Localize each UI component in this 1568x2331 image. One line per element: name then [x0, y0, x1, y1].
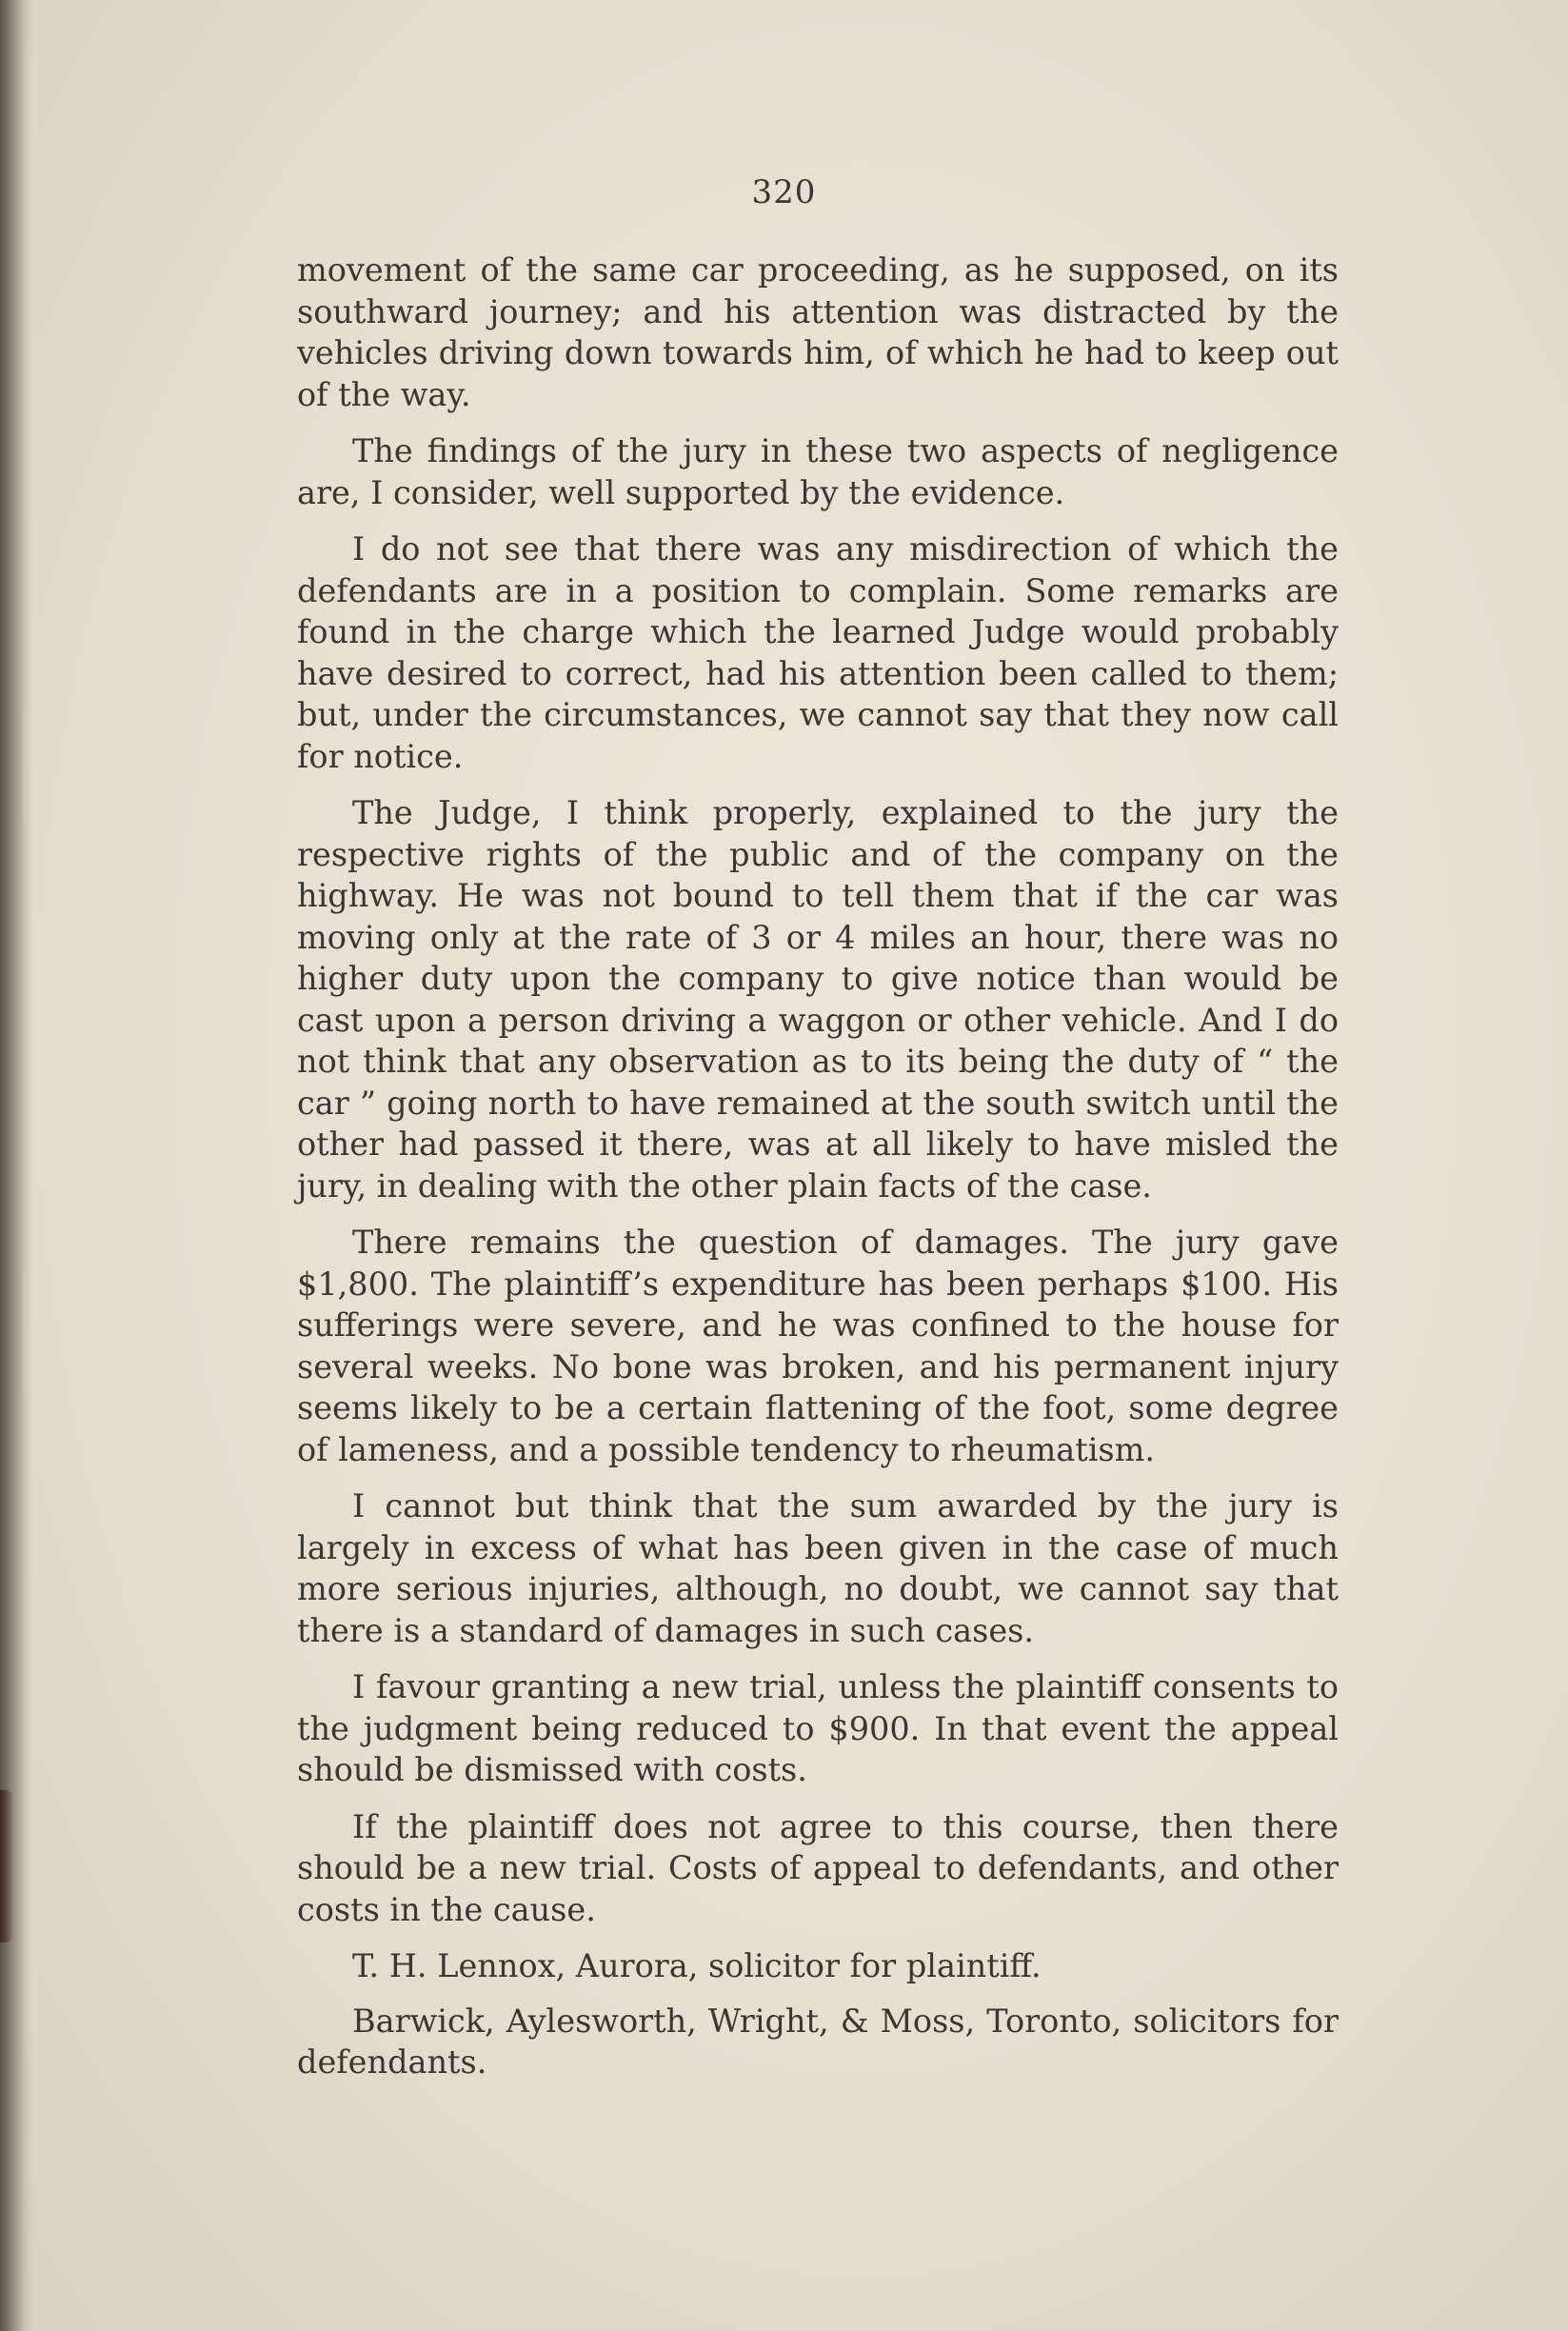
page-number: 320 [751, 173, 817, 211]
paragraph-excess-award: I cannot but think that the sum awarded by the jury is largely in excess of what has been given in the case of much more serious injuries, although, no doubt, we cannot say that there is a standard of damages in such cases. [297, 1487, 1339, 1649]
paragraph-negligence-findings: The findings of the jury in these two aspects of negligence are, I consider, well supported by the evidence. [297, 432, 1339, 511]
paragraph-damages: There remains the question of damages. The jury gave $1,800. The plaintiff’s expenditure has been perhaps $100. His sufferings were severe, and he was confined to the house for several weeks. No bone was broken, and his permanent injury seems likely to be a certain flattening of the foot, some degree of lameness, and a possible tendency to rheumatism. [297, 1224, 1339, 1468]
spine-shadow [0, 0, 32, 2331]
paragraph-misdirection: I do not see that there was any misdirection of which the defendants are in a position to complain. Some remarks are found in the charge which the learned Judge would probably have desired to correct, had his attention been called to them; but, under the circumstances, we cannot say that they now call for notice. [297, 530, 1339, 775]
paragraph-new-trial: I favour granting a new trial, unless the plaintiff consents to the judgment being reduced to $900. In that event the appeal should be dismissed with costs. [297, 1668, 1339, 1788]
binding-mark [0, 1790, 13, 1942]
solicitors-defendants: Barwick, Aylesworth, Wright, & Moss, Toronto, solicitors for defendants. [297, 2002, 1339, 2081]
paragraph-judge-explanation: The Judge, I think properly, explained to the jury the respective rights of the public and of the company on the highway. He was not bound to tell them that if the car was moving only at the rate of 3 or 4 miles an hour, there was no higher duty upon the company to give notice than would be cast upon a person driving a waggon or other vehicle. And I do not think that any observation as to its being the duty of “ the car ” going north to have remained at the south switch until the other had passed it there, was at all likely to have misled the jury, in dealing with the other plain facts of the case. [297, 794, 1339, 1205]
solicitor-plaintiff: T. H. Lennox, Aurora, solicitor for plaintiff. [352, 1947, 1042, 1984]
paragraph-costs: If the plaintiff does not agree to this course, then there should be a new trial. Costs of appeal to defendants, and other costs in the cause. [297, 1807, 1339, 1928]
body-text [297, 249, 1339, 2097]
paragraph-continuation: movement of the same car proceeding, as he supposed, on its southward journey; and his attention was distracted by the vehicles driving down towards him, of which he had to keep out of the way. [297, 251, 1339, 413]
